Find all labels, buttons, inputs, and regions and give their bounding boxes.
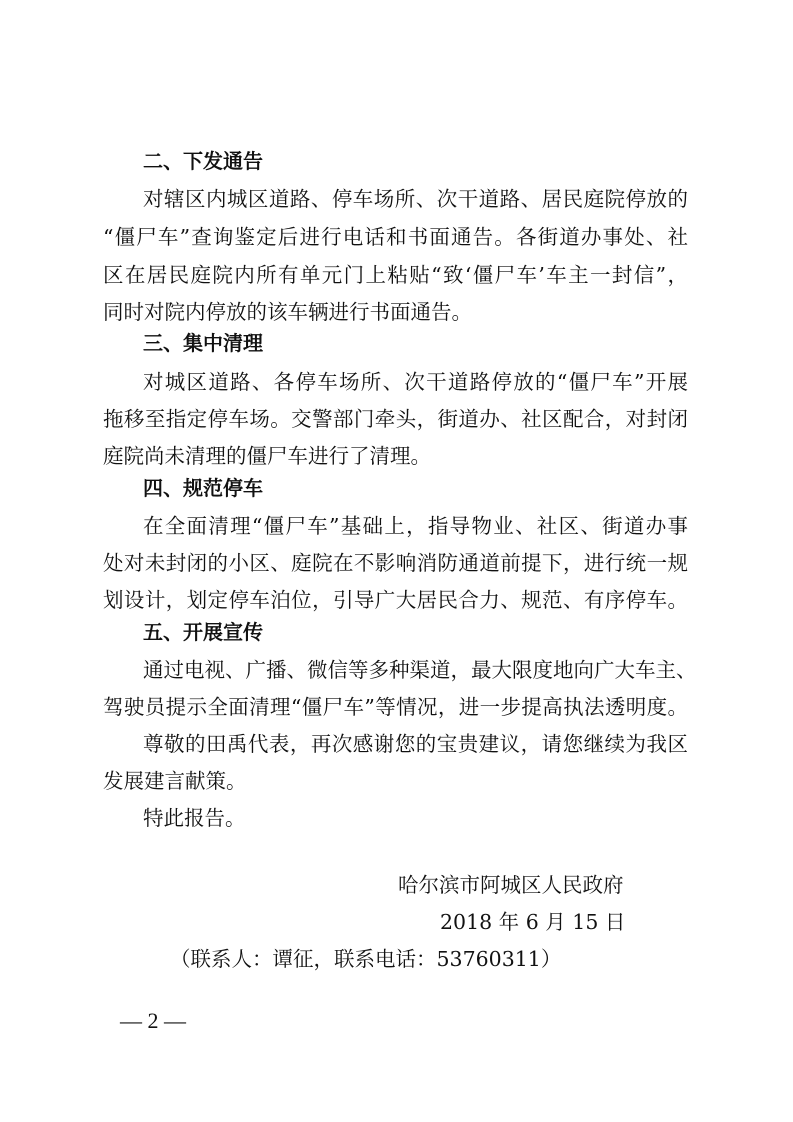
paragraph-line: 发展建言献策。: [103, 769, 247, 793]
paragraph-line: 特此报告。: [143, 806, 246, 830]
section-heading: 五、开展宣传: [143, 620, 263, 644]
contact-info: （联系人：谭征，联系电话：53760311）: [170, 947, 562, 971]
paragraph-line: “僵尸车”查询鉴定后进行电话和书面通告。各街道办事处、社: [103, 225, 688, 249]
signature-date: 2018 年 6 月 15 日: [440, 910, 626, 934]
paragraph-line: 对辖区内城区道路、停车场所、次干道路、居民庭院停放的: [143, 187, 688, 211]
section-heading: 四、规范停车: [143, 476, 263, 500]
page-number: — 2 —: [120, 1008, 186, 1033]
paragraph-line: 在全面清理“僵尸车”基础上，指导物业、社区、街道办事: [143, 514, 688, 538]
paragraph-line: 拖移至指定停车场。交警部门牵头，街道办、社区配合，对封闭: [103, 407, 688, 431]
paragraph-line: 同时对院内停放的该车辆进行书面通告。: [103, 300, 472, 324]
paragraph-line: 庭院尚未清理的僵尸车进行了清理。: [103, 444, 431, 468]
paragraph-line: 驾驶员提示全面清理“僵尸车”等情况，进一步提高执法透明度。: [103, 695, 688, 719]
signature-organization: 哈尔滨市阿城区人民政府: [398, 873, 624, 897]
paragraph-line: 通过电视、广播、微信等多种渠道，最大限度地向广大车主、: [143, 658, 697, 682]
paragraph-line: 划设计，划定停车泊位，引导广大居民合力、规范、有序停车。: [103, 588, 688, 612]
paragraph-line: 尊敬的田禹代表，再次感谢您的宝贵建议，请您继续为我区: [143, 732, 688, 756]
paragraph-line: 区在居民庭院内所有单元门上粘贴“致‘僵尸车’车主一封信”，: [103, 263, 688, 287]
section-heading: 三、集中清理: [143, 331, 263, 355]
paragraph-line: 处对未封闭的小区、庭院在不影响消防通道前提下，进行统一规: [103, 551, 688, 575]
paragraph-line: 对城区道路、各停车场所、次干道路停放的“僵尸车”开展: [143, 370, 688, 394]
section-heading: 二、下发通告: [143, 149, 263, 173]
